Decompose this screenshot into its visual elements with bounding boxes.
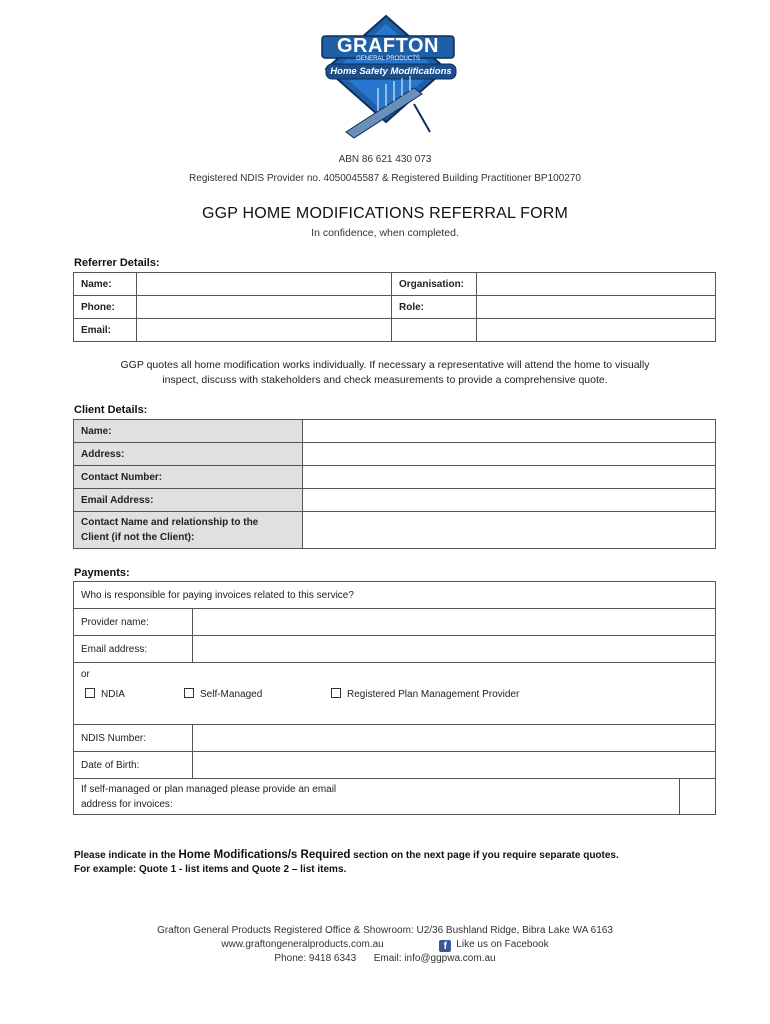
referrer-heading: Referrer Details: xyxy=(74,257,160,269)
payment-email-field[interactable] xyxy=(193,636,716,663)
self-managed-label: Self-Managed xyxy=(200,689,263,700)
plan-management-label: Registered Plan Management Provider xyxy=(347,689,520,700)
referrer-email-field-ext[interactable] xyxy=(392,319,477,342)
option-ndia[interactable] xyxy=(85,688,125,700)
grafton-logo-graphic xyxy=(318,14,468,140)
referrer-phone-field[interactable] xyxy=(137,296,392,319)
footer-address: Grafton General Products Registered Office & Showroom: U2/36 Bushland Ridge, Bibra Lake WA 6163 xyxy=(157,925,613,936)
dob-field[interactable] xyxy=(193,752,716,779)
footer-facebook[interactable]: Like us on Facebook xyxy=(456,939,549,950)
dob-label: Date of Birth: xyxy=(74,752,193,779)
instructions-line-2: For example: Quote 1 - list items and Quote 2 – list items. xyxy=(74,864,347,875)
client-contact-number-label: Contact Number: xyxy=(74,466,303,489)
instructions-emphasis: Home Modifications/s Required xyxy=(178,849,351,861)
referrer-name-label: Name: xyxy=(74,273,137,296)
invoice-email-label xyxy=(74,779,680,815)
logo-subtitle: GENERAL PRODUCTS xyxy=(356,56,420,62)
client-address-field[interactable] xyxy=(303,443,716,466)
client-contact-number-field[interactable] xyxy=(303,466,716,489)
instructions-line-1 xyxy=(74,849,619,861)
notice-line-2: inspect, discuss with stakeholders and check measurements to provide a comprehensive quote. xyxy=(162,374,608,386)
client-name-label: Name: xyxy=(74,420,303,443)
ndia-checkbox[interactable] xyxy=(85,688,95,698)
footer-contact-row xyxy=(0,952,770,966)
client-heading: Client Details: xyxy=(74,404,148,416)
logo-tagline: Home Safety Modifications xyxy=(330,66,452,77)
client-email-label: Email Address: xyxy=(74,489,303,512)
footer-website[interactable]: www.graftongeneralproducts.com.au xyxy=(221,939,384,950)
ndis-number-label: NDIS Number: xyxy=(74,725,193,752)
payments-heading: Payments: xyxy=(74,567,130,579)
referrer-email-field[interactable] xyxy=(137,319,392,342)
payment-email-label: Email address: xyxy=(74,636,193,663)
organisation-field[interactable] xyxy=(477,273,716,296)
instructions-part-1: Please indicate in the xyxy=(74,850,179,861)
referrer-table xyxy=(73,272,716,342)
role-label: Role: xyxy=(392,296,477,319)
invoice-email-field[interactable] xyxy=(679,779,715,815)
referrer-email-field-ext2[interactable] xyxy=(477,319,716,342)
footer-email[interactable]: Email: info@ggpwa.com.au xyxy=(373,953,496,964)
client-contact-name-line-1: Contact Name and relationship to the xyxy=(81,517,259,528)
company-logo xyxy=(318,14,468,140)
footer-links-row xyxy=(0,938,770,952)
invoice-email-line-1: If self-managed or plan managed please provide an email xyxy=(81,783,337,795)
organisation-label: Organisation: xyxy=(392,273,477,296)
ndia-label: NDIA xyxy=(101,689,125,700)
client-contact-name-line-2: Client (if not the Client): xyxy=(81,532,195,543)
payments-table xyxy=(73,581,716,815)
payment-options-row xyxy=(81,688,708,702)
plan-management-checkbox[interactable] xyxy=(331,688,341,698)
client-contact-name-label xyxy=(74,512,303,549)
provider-name-field[interactable] xyxy=(193,609,716,636)
self-managed-checkbox[interactable] xyxy=(184,688,194,698)
footer-phone: Phone: 9418 6343 xyxy=(274,953,357,964)
option-self-managed[interactable] xyxy=(184,688,262,700)
facebook-icon[interactable]: f xyxy=(439,940,451,952)
page-title: GGP HOME MODIFICATIONS REFERRAL FORM xyxy=(201,205,569,222)
abn-text: ABN 86 621 430 073 xyxy=(338,154,432,165)
registration-text: Registered NDIS Provider no. 4050045587 & Registered Building Practitioner BP100270 xyxy=(189,173,581,184)
ndis-number-field[interactable] xyxy=(193,725,716,752)
payments-question: Who is responsible for paying invoices related to this service? xyxy=(74,582,716,609)
client-table xyxy=(73,419,716,549)
logo-name: GRAFTON xyxy=(336,35,439,57)
referrer-email-label: Email: xyxy=(74,319,137,342)
client-contact-name-field[interactable] xyxy=(303,512,716,549)
page-subtitle: In confidence, when completed. xyxy=(311,227,459,239)
option-plan-management[interactable] xyxy=(331,688,519,700)
referrer-phone-label: Phone: xyxy=(74,296,137,319)
client-name-field[interactable] xyxy=(303,420,716,443)
referrer-name-field[interactable] xyxy=(137,273,392,296)
or-text: or xyxy=(81,669,90,680)
instructions-part-2: section on the next page if you require separate quotes. xyxy=(350,850,619,861)
payment-options-cell xyxy=(74,663,716,725)
invoice-email-line-2: address for invoices: xyxy=(81,798,173,810)
provider-name-label: Provider name: xyxy=(74,609,193,636)
client-email-field[interactable] xyxy=(303,489,716,512)
role-field[interactable] xyxy=(477,296,716,319)
notice-line-1: GGP quotes all home modification works individually. If necessary a representative will attend the home to visually xyxy=(120,359,650,371)
client-address-label: Address: xyxy=(74,443,303,466)
